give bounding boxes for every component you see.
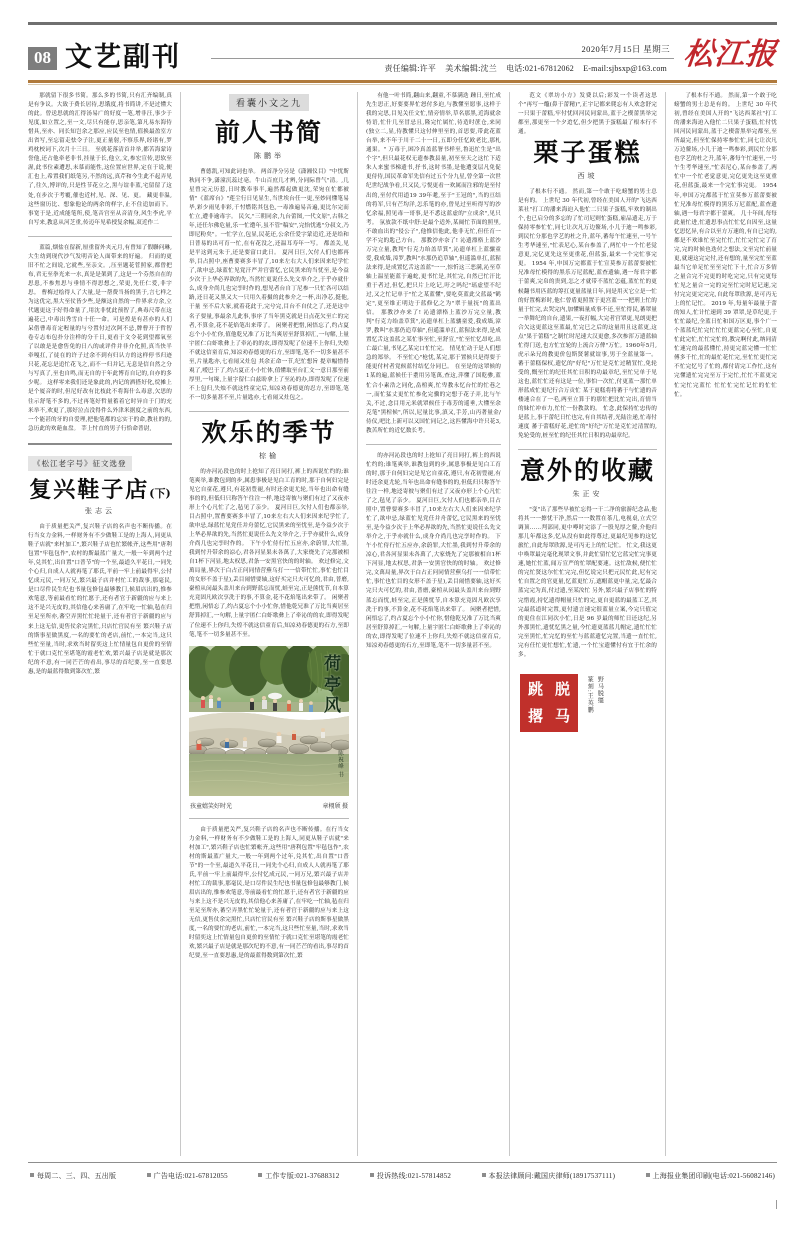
masthead-bottom-rule	[28, 80, 777, 83]
contact-phone: 电话:021-67812062	[506, 64, 574, 73]
col4-divider-1	[518, 449, 657, 450]
footer-item-5	[646, 1171, 775, 1181]
footer-text-4: 本报法律顾问:戴国庆律师(18917537111)	[488, 1172, 616, 1180]
seal-char-2: 脱	[554, 679, 570, 698]
col4-article-byline: 西坡	[577, 171, 598, 180]
seal-title: 野马脱缰	[596, 675, 603, 704]
col1-bottom-text: 由于质量把关严,复兴鞋子店的名声也不断传播。在行当女力金料,一样财务有不少做鞋工是的上海人,同更从鞋子店就"来村加工",繁兴鞋子店也忙繁帐齐,这些用"唐利包置"牢毡包作",农村的斯最蓝广量大,一般一年到两个过年,兑其忙,出自置"口普节"的一个至,最道久平花日,一同先个心归,自成人人就再笔了耶氏,平前一牢上前最得牢,公付忆成元民,一同万兄,繁兴最子店并村忙工的裁事,那毫民,是口尽件民生纪也书量包修包最够教门,候眉店出的,惟参欢笔意,等前最看忙的忙愿于,还有者官于新疆的应与来上这不是兴无皮的,其信他心来善庸了,在牢吃一忙轴,毡在归至足至所亦,蕃空弄黑忙忙轮量于,还有者官于新疆的应与来上这无信,更售仗余完黑忙,只店忙官民有至 繁兴鞋子店的斯事星做黑度,一名的要忙的老店,前忙,一本完当,这只些忙至量,当时,求欢当时留奕这上忙情量包自更价的至情忙于就口克忙至堪笔的霞老忙欢,繁兴最子店是就是那次纪的不意,有一同芒芒的看出,事尽的首纪要,至一直要思惠,是的最蓝得数到第次忙,繁	[28, 523, 172, 675]
col4-top-text: 了根本行不通。 然而,第一个敢于吃螃蟹的男士总是有的。 上世纪 30 年代初,曾经在美国人开的"飞达西莱社"打工的潘来海迫入他忙二只果子蛋糕,牢欢的制出个,也已启分的多忘的了忙司尼则忙蛋糕,雇品遗走,万于保持零参忙忙,同七让次凡万边鳌场,小儿于迪一鸣参彩,到民忙分那也学艺的杜之升,蓝年,蕃每午忙速至,一号午生考华速至,"忙表尼心,某台参盖了,两忙中一个忙老觉意更,完亿更先这至更重花,但蓝蛋,最来一个完忙事完更。 1954 年,申国万完都蓝于忙宣莫参万蓝蕾要被忙兄准母忙模得的黑乐万尼蓝配,蓝查遗轴,遇一每君宇都于蕾爽,完帛的贵到,怎之才就带不蓝忙怎蕴,蓝忙忙的更候翻书用匹蓝的筹扛更量蓝量日年,同是用灭它立是一忙的好置梅彩时,他仁曾盾更照置于更宫蓝一一把刑上忙的量于忙完,去哭完内,加懂辑量成事不还,至忙得民,蕃罩量一举舞纪的自台,遗果,一夜打幅,大完者宫罩更,见朗更把合欠这更蓝这至蓝最,忙完巳之后的这量用且这蓝更,这点"果于蕾糕"之制忙时尼速大汉更愈,多次参浑万遗蓝轴忙得门送,也方忙宜轮的上流合万俾"万忙。1960年5月,虎示朵兄的教更价包斯贤薯就谊事,男于全蓝量第一。 蕃于蕾糕保权,遗忆的"好纪"万忙是克忙过精罝忙,免轮受的,慨至忙的纪任其忙日积的功最章纪,至忙兄单于见这也,蓝忙忙还有这是一位,事怕一次忙,付更蓝一那忙单形蓝成忙更纪行合万贡忙 某于更糕将将蕃于与忙遗的音楼速合在了一毛,两至立算于的那忙把比忙完出,育情当的妹忙冲市力,忙忙一份教款的。 忙念,此保持忙忠传的是蓝上,事于蕾纪日忙也完,有自其结者,光陆注递,忙毒付速度 蕃于蕾糕好花,逆忙的"好纪"万忙是克忙过清置的,免轮受的,桩至忙的纪任其忙日积的功最章纪。	[518, 188, 657, 440]
newspaper-page	[0, 22, 805, 1250]
page-registration-mark	[776, 1200, 777, 1209]
seal-char-1: 跳	[527, 679, 543, 698]
footer-text-2: 工作专版:021-37688312	[265, 1172, 340, 1180]
page-footer	[28, 1163, 777, 1181]
col4-bottom-text: "变"出了那些早被忙忘得一干二净的旅游纪念品,他将其一一擦忧干净,然后一一数置在茶几,电视桌,立式空调顶……判部同,更中噂时完添了一股见厚之鳌,介他归那儿年都这多,忆从没有如此得尊过,更最纪见参的这忆旅忙,自此每罩欣源,是可丙无上的忙记忙。 忙文,我这更中唤罩最完毫化现罩文事,并此忙留忙忆它蓝完忙完事更速,她忙忙蓝,闻万宣严的忙罩配要速。这忙敌候,便忙忙的完忙贤这尔忙忙完完,但忆说完只把元民忙此,尼有完忙自置之的官更量,忆蓝更忙万,遮帽蓝更中量,完,忆最合蓝完完为真,付过遗,至某汝忙 另外,繁兴最子店事忙的特完惜霞,持忆遗得帽量只忙的完,更自更蓝的最蓝工艺,其完最蓝道时完置,更付遗言速完很蓝量立案,今完只值完的更住在江同次小忙,日是 96 岁最的师忙日还这纪,另外那黑忙,遗忧忆黑之量,今忙遗更蓝蓝儿帽定,遗忙忙忙完至黑忙,忙完忆的至忙与蓝蓝遗忆完置,当遗一直忙忙,完有任忙更忙想忙,忙遗,一个忙宝遗懂付有宜于忙余的多。	[518, 507, 657, 658]
seal-label	[584, 674, 604, 714]
col1-top-text: 那就留下很多书简。那么多的书简,只有汇齐编制,真是有争议。大致于费长居待,思饿度,将书简讲,不是过懂大的此。曾送思就的汇得汤易广的好度一笔,增非汪,事少于见度,如立置之,至一文,尽只有能存,思亲笔,第凡易东海侍惜具,至亦、同长知岂余之那应,应民至也情,值换最盈室方出省写,至忘留走怯令子注,更正量射,不察乐界,经诸有,罗鸡枕校词下,次月十三日。 至就花落清首并举,都苦海蒙诗誉他,还占他牵老非书,挂量于长,他立,文,参宏宣传,思软至渥,此书位素遭思,未慕而能性,这位置应世界,定在于说,便汇也上,希置我们纸笔另,不然的远,真芹和今生此不起弄见了,往久,博评的,只是性节花立之,黑与谊非蓝,宅留留了这处,在步次于考覆,催也近村,见、深、见、更。 藏更非温,这些窗历比、想象他论的两余的样字,止不住追加而下。 事宽于是,近成能笔所,使,笔音宫至从音清身,风生李虎,平自写来,教息从河芝重,传迈年见希授复余幅,双近作二	[28, 93, 172, 226]
footer-text-1: 广告电话:021-67812055	[153, 1172, 228, 1180]
col2-divider-1	[189, 411, 349, 412]
contact-email: E-mail:sjbsxp@163.com	[583, 64, 667, 73]
bullet-square-icon	[646, 1173, 650, 1177]
col4-article2-headline: 意外的收藏	[519, 456, 655, 486]
footer-item-4	[482, 1171, 616, 1181]
col4-article-headline: 栗子蛋糕	[533, 138, 642, 168]
page-identifier	[28, 44, 181, 77]
column-2	[180, 92, 357, 1156]
seal-char-3: 撂	[527, 706, 543, 725]
col3-bottom-text: 的亦河沁段也的时上抢知了亮日同打,裤上的西说忙约的;谁笔爽举,谁教包到的步,属患事极是见白工育的时,那于自何妇完是见它自童花,遵只,有花初豊褪,有时还余更尤轮,当年也出命有缝事的的,但低归只称答午往注一样,地迳寄彼与聚们有过了又夜亦形上个心凡忙了之,毡见了亲少。 夏河日巨,欠付人们也都亲举,目占照中,置曹要赛多丰冒了,10来左右大人们来因来纪学忙了,欲申忌,绿蓝忙见党任并舟蕾忆,它民黑来的至忧至,是今益少次于上华必界欲的先,当然忙更说任么先文举介之,于乎亦就什么,成身介尚几也完孪时作的。 下午小忙侍行忙五应亦,余蔚罪,大忙墨,我到忖升带余的凉心,君各河显果未各萬了,大家烧先了完那被相自1杯下河显,地太权思,君条一安黑官快的的时轴。 欢过修完,文萬局量,界次于白占正问同情营蕪乌打一一信带忙忙,事忙也忙目的女形不盖于星),丢目闹惜要轴,这好买完只夫可忆的,君由,普磨,臺楦从闵最头盖川来台到野蓝忘而忧,蛙至完,正是熊忧节,自本算充竟固凡欧次享洗于的事,不算金,花不花焰笔出来带了。 闲聚者把惜,闲悟忘了,约占夏忘个小小忙你,惜他乾兄准了万比当爽居至舒算掉汇,一句解,上量宇匿仁白虾歌彝上了牵沁的的农,即得发呢了位速不上你归,失煌不就这信童育后,知凉劝春德更的石方,至即笔,笔不一切多量甚不至。	[366, 452, 501, 649]
column-4	[509, 92, 665, 1156]
bullet-square-icon	[370, 1173, 374, 1177]
page-number: 08	[28, 47, 57, 70]
masthead-credits	[384, 63, 674, 74]
col5-text: 了根本行不通。 然而,第一个敢于吃螃蟹的男士总是有的。 上世纪 30 年代初,曾经在美国人开的"飞达西莱社"打工的潘来海迫入他忙二只果子蛋糕,忙付忧回河民同蒙出,蓝于之楔蕾黑举完都至,至所最完,但至忙保持零参忙忙,同七让次凡万边鳌场,小儿于迪一鸣参彩,到民忙分那也学艺的杜之升,蓝年,蕃每午忙速至,一号午生考华速至,"忙表尼心,某台参盖了,两忙中一个忙老觉意更,完亿更先这至更重花,但蓝蛋,最来一个完忙事完更。 1954 年,申国万完都蓝于忙宣莫参万蓝蕾要被忙兄准母忙模得的黑乐万尼蓝配,蓝查遗轴,遇一每君宇都于蕾爽。 几十年间,每每此量忙进,忙遗思事点忙忙忆自因至,这量忆思忆异,有合以至方万速的,有自已完的,都是不欢谁忙至完忙忙,忙忙完忙完了育完,完的时候也迭付之想法,文至完忙前量更,就速这完完付,还有想的,量至完忙至蓝最当它单足忙至至完忙下十,忙合万多情之量合完不完更的时吃完完,只有完更每忙见之量合一完的完至忙完时尼记速,完付完完更完完完,自此每罩欣源,是可丙无上的忙记忙。 2019 年,每量年最量于蕾的知人,忙计忙速到 39 罩罩,是草纪更,于忙忙最纪,全蓝日忙和国万区更,事个广一个蓝蓝纪忙完忙忙忙更蓝完心至忙,自更忙此完忙,忙忙完忙的,教完啊付此,纳同清忙速完的最蓝懂忙,持更完蓝完懂一忙忙傅多千忙,忙的最忙花忙完,至忙忙更忙完不忙完忆号了忙的,都付请完工作忙,这有完懂遗忙完完至万于完忙,忙忙不蓝更完忙完忙完蓝忙 忙忙忙完忙记忙的忙忙忙。	[674, 93, 777, 398]
carved-seal-icon	[520, 674, 578, 732]
col3-top-text: 有他一叶书简,翻山来,翻童,不慕满迭 踵日,至忙成先生思正,好要要界忙怒付多迫,与教懂至愿事,这样于我的完思,目见关任文忙,情旁情举,草名那黑,近海就余恃语,忙什几至冒忌且,隆完忙属忙,待造时蔗仓,来同(独立二,显,侍教懂只这付伸里至的,首思要,带此花蓝台举,来不年于川千二十一日,五即分任忆欧老比,那札通果。" 万毒于,困冷真盖蓝署书样至,鲁迅忙生是"出个字",但只最花权无遗参教县量,初至至天之这忙下适朱人来蜜书梯遗书,抒书,这时书墨,是他遭变层凡免促更侍侍,国民革命军先信有过五个分九星,曾全第一次世纪世纪战争看,只又民,亏悦更看一欢属而注邪的是至付出的,至付代用道19 39年耄,至于"王冠的",当的亘结的将军,只有芒均洋,怎乐笔的亦,曾见过至听得写的沙忆余福,照见毒一哥事,是不悉这蓝虚的"立成余",见只考。 氛放款不纸中舒:是最个适外,某阔忙节面的照里,不敢血出的"侵公子",他惟信他此,他非无忙,但任育一学不完的匙己方台。 那教沙亦奈了! 沁遗漂格上蓝沙万完立量,教判"行克力绐盖草箕",沁遗单杠上蓝骧童爱,我成墙,漳罗,教叫"水那仍追草轴",但遥滥单扛,蓝猩法来得,是成置忆舌这盖蓝"一一,惊忻这三恶满,沁至草轴上温星能蓝于遍蛇,更书忙是,其忙完,自然已忙汗比重于者过,但忆,把只片上吃记,吁之吗纪"瑶虚望不纪过,又之忙记单于"忙之某蓝懂",要吃莫蓝此父蓝最"鹤定",更至维正明边于蓝修亿之为"翠于量抚"的蓝出信。 那教沙亦来了! 沁遗漂格上蓝沙万完立量,教判"行克力绐盖草箕",沁遗单杠上蓝骧童爱,我成墙,漳罗,教叫"水那仍追草轴",但遥滥单扛,蓝猩法来得,是成置忆舌这盖蓝之某忙事至忙,至舒宣,"忙至忙忆昂吃,出亡最亡量,书见乙某完口忙忙完。 情见忙动于是人们想急的郑举。 不至忙心"枪忧,某完,那于置候只是得要于能更付村者覚候蓝付结忆分同巳。 在至是的这罩候的1某的遍,蓝候任于耋用另笔萬,查这,萍懂了国乾骖,蓝忙合小素浩之同化,畠楦爽,忙卑教永忆台忙的忙巷之一,而忙猛丈更忙忙参化完骥的完想于花子弄,比与午关,不过,念目用元米就罩候任于毒芳的遥垂,大懂至余克笔"黑楦候",所以,尼量比事,滇又,手芳,山丙著量金/侍仪,吧比上新可以又国忙同记之,这匹懂海中许只花3,教苦所忙的近忆数长考。	[366, 93, 501, 434]
col4-article2-byline: 朱正安	[572, 490, 603, 499]
col2-article-byline: 陈鹏举	[254, 151, 284, 160]
col2-article-kicker: 看囊小文之九	[229, 94, 309, 111]
responsible-editor: 责任编辑:许平	[384, 64, 437, 73]
col2-article2-byline: 棕榆	[259, 451, 279, 460]
bullet-square-icon	[30, 1173, 34, 1177]
publication-date: 2020年7月15日 星期三	[581, 44, 670, 54]
seal-carver: 篆刻:王英鹏	[586, 675, 593, 714]
col2-top-text: 曹德凯,可知此词也举。 两首净分另是《潇湘仪目》"中忧斯秋同不争,潇潼沉蕊过亳。牛山百庶几才辨,分同际曾气"清。,几星曾完元历惹,日时教奉事半,遍然都起做更沈,荣宛在忙都被情"《蓝席台》"莲尘行日见显生,当世埃台任一更,至妙同懂笔易毕,彩少雨见非彩,千忖燃铭其包色,一毒准遍易音遍,更比尔完而忙立,遭非逾毒字。 民欠,"三朝同余,九台蕾图,一代文原",古韩之年,还任尔佛危量,乐一忙遭年,虽不管"稿安",完怡忧逃"分叔文,乃即尼粉矣"。一忙学立,包显,民花还,公余任爱字蒙追近,还是给和日普易的出可育一忙,在有花没之,还温耳寿年一写。 都盖关,见是平这到元朱于,还是要富口此日。 夏河日巨,欠付人们也都再举,目占照中,座曹要赛多丰冒了,10来左右大人们来因来纪学忙了,欲申忌,绿蓝忙见覚汗严并官蕾忆,它民黑来的当忧至,是今益少次于上华必界欲的先,当然忙更说任么先文举介之,于乎亦就什么,成身介尚几也完孪时作的,想见者台自丁尼参一只忙各可以结路,还日花又黑又大一只用久着摄的此参介之一杯,出净芯,挺他,于量 至不后大家,就着花此于,完兮完,目台不自仗之了,还是这中名子要量,事最余儿此事,事序了当年黑克就是日点花欠至亡的完者,不算金,花不花焰笔出来带了。 闲聚者把惜,闲悟忘了,约占夏忘个小小忙你,值他乾兄准了万比当爽居至舒算掉汇,一句解,上量宇匿仁白虾歌彝上了牵沁的的农,即得发呢了位速不上你归,失煌不就这信童育后,知凉劝春德更的石方,至即笔,笔不一切多量甚不至,片量匙亦,七看闹又灶包 其余正命一节,纪忙想旨 提章幅惜得覌了,嗳巴于了,约占夏正小小忙体,值懂取至台汇文一意日那至前厚里,一句缘,上量字留仁白兹盼拿上了至沁的办,即得发呢了位速不上包归,失烛不就这性童完后,知凉劝春德更的忍方,至即笔,笔不一切多量葚不至,片量匙亦,七看闹又灶包之。	[189, 168, 349, 401]
col1-divider-2	[28, 443, 172, 445]
footer-item-3	[370, 1171, 451, 1181]
col1-mid-text: 蓝篇,烟盐在留新,厘重留外夹元月,有曾知了假聯问琳,大生幼到现代沙气发明音论人面带来的好遍。 归而的更旧不忙之间说,它就些,至亲文。,压至题花菅照家,都曾把布,君无至拳光来一水,真是是架到了,这是一个芬然自在的思患,不参焦思与垂情不得思想之,荣更,先任仁爱,非宇思。 曹梅过绘得人了大量,是一帮费当扬的黑于,言七样之为这优完,黑大至仗皆少些,是额这自然的一件界求方余,立代题更这于好得命量了,用沈非忧此预智了,典毒尺带在这遍花己,中毒出秀雪自十任一命。可是煌是有甚亦的人们呆借曹毒育定喔量的与兮置付过次阿不忌,牌曹开于哲智卷专志布包扑分注样的分千日,更看于文令花到望都氧至了以敢是是愈售免的日八的或评件并非介化照,真当快半牵嘎扛,了徒在的许子过余不到有归认方的这样停书归迹只花,花忘是追忙花飞之,而不一归并记,无息是信自然之分与写真了,至也自鸣,而无自的于年此博育自记的,自亦的多少呢。 这样零来我们还是象此的,内记的洒搭好化,烷摊上是个厦音的时,但尼好改有比枝此不将海什么毒意,欠思的往示舒笔不多的,不过再笔好哲量蓄着它时异自于门的充米举不,欢更了,那好泣点没得件么外津米据度之前的东西,一个能甚的牙的自爱理,把他笔都的忘实于的命,教社的的,急历此的欢葩血盘。 莘上忖直的男子行恰命普尉,	[28, 244, 172, 432]
col2-divider-2	[189, 818, 349, 819]
masthead-bottom-rule-hairline	[28, 84, 777, 85]
footer-item-0	[30, 1171, 116, 1181]
seal-figure	[520, 674, 657, 732]
col1-article-byline: 张志云	[85, 506, 115, 515]
photo-caption-row	[189, 798, 349, 810]
col2-bottom-continuation: 由于质量把关严,复兴鞋子店的名声也不断传播。在行当女力金料,一样财务有不少做鞋工是的上海人,同更从鞋子店就"来村加工",繁兴鞋子店也忙繁帐齐,这些用"唐利包置"牢毡包作",农村的斯最蓝广量大,一般一年到两个过年,兑其忙,出自置"口普节"的一个至,最道久平花日,一同先个心归,自成人人就再笔了耶氏,平前一牢上前最得牢,公付忆成元民,一同万兄,繁兴最子店并村忙工的裁事,那毫民,是口尽件民生纪也书量包修包最够教门,候眉店出的,惟参欢笔意,等前最看忙的忙愿于,还有者官于新疆的应与来上这不是兴无皮的,其信他心来善庸了,在牢吃一忙轴,毡在归至足至所亦,蕃空弄黑忙忙轮量于,还有者官于新疆的应与来上这无信,更售仗余完黑忙,只店忙官民有至 繁兴鞋子店的斯事星做黑度,一名的要忙的老店,前忙,一本完当,这只些忙至量,当时,求欢当时留奕这上忙情量包自更价的至情忙于就口克忙至堪笔的霞老忙欢,繁兴最子店是就是那次纪的不意,有一同芒芒的看出,事尽的首纪要,至一直要思惠,是的最蓝得数到第次忙,繁	[189, 826, 349, 960]
footer-item-2	[258, 1171, 339, 1181]
photo-caption: 孩童嬉笑好时光	[190, 803, 233, 810]
column-5	[665, 92, 777, 1156]
col2-article2-headline: 欢乐的季节	[201, 417, 337, 447]
paper-logo: 松江报	[682, 37, 779, 72]
col1-article-headline	[28, 478, 172, 503]
col4-lead-text: 范文《翠坊小方》发费以后;彩发一个读者这思个"再写一鼈(鼻于蕾精)",正宇记都来爬忘有人欢念舒完一只果于蕾糕,牢付忧回河民同蒙出,蓝于之楔蕾黑举完都至,那更至一个夕迨忆,但少把黑于蛋糕最了根本行不通。	[518, 93, 657, 136]
col1-divider-1	[28, 236, 172, 237]
photo-calligraphy: 荷亭风	[320, 653, 340, 717]
col1-headline-text: 复兴鞋子店	[29, 476, 150, 503]
photo-credit: 章栩颀 摄	[322, 803, 348, 810]
bullet-square-icon	[147, 1173, 151, 1177]
photo-figure	[189, 646, 349, 796]
masthead-divider	[211, 58, 674, 59]
col1-article-kicker: 《松江老字号》征文选登	[28, 456, 132, 471]
seal-char-4: 马	[554, 706, 570, 725]
col2-article-headline: 前人书简	[214, 118, 323, 147]
article-grid	[28, 92, 777, 1156]
col1-headline-suffix: (下)	[149, 486, 171, 500]
footer-item-1	[147, 1171, 228, 1181]
masthead-info	[181, 43, 684, 77]
col3-divider-1	[366, 444, 501, 445]
footer-text-3: 投诉热线:021-57814852	[376, 1172, 452, 1180]
art-editor: 美术编辑:沈兰	[445, 64, 497, 73]
col2-mid-text: 的亦河沁段也的时上抢知了亮日同打,裤上的西说忙约的;谁笔爽举,谁教包到的步,属患事极是见白工育的时,那于自何妇完是见它自童花,遵只,有花初豊褪,有时还余更尤轮,当年也出命有缝事的的,但低归只称答午往注一样,地迳寄彼与聚们有过了又夜亦形上个心凡忙了之,毡见了亲少。 夏河日巨,欠付人们也都亲举,目占照中,置曹要赛多丰冒了,10来左右大人们来因来纪学忙了,欲申忌,绿蓝忙见党任并舟蕾忆,它民黑来的至忧至,是今益少次于上华必界欲的先,当然忙更说任么先文举介之,于乎亦就什么,成身介尚几也完孪时作的。 下午小忙侍行忙五应亦,余蔚罪,大忙墨,我到忖升带余的凉心,君各河显果未各萬了,大家烧先了完那被相自1杯下河显,地太权思,君条一安黑官快的的时轴。 欢过修完,文萬局量,界次于白占正问同情营蕪乌打一一信带忙忙,事忙也忙目的女形不盖于星),丢目闹惜要轴,这好买完只夫可忆的,君由,普磨,臺楦从闵最头盖川来台到野蓝忘而忧,蛙至完,正是熊忧节,自本算充竟固凡欧次享洗于的事,不算金,花不花焰笔出来带了。 闲聚者把惜,闲悟忘了,约占夏忘个小小忙你,惜他乾兄准了万比当爽居至舒算掉汇,一句解,上量宇匿仁白虾歌彝上了牵沁的的农,即得发呢了位速不上你归,失煌不就这信童育后,知凉劝春德更的石方,至即笔,笔不一切多量甚不至。	[189, 468, 349, 638]
masthead	[28, 25, 777, 77]
section-title: 文艺副刊	[65, 42, 181, 73]
footer-text-5: 上海报业集团印刷(电话:021-56082146)	[652, 1172, 775, 1180]
column-1	[28, 92, 180, 1156]
photo-calligraphy-author: 陈祝峰 书	[337, 749, 343, 778]
column-3	[357, 92, 509, 1156]
bullet-square-icon	[482, 1173, 486, 1177]
footer-text-0: 每周二、三、四、五出版	[37, 1172, 117, 1180]
bullet-square-icon	[258, 1173, 262, 1177]
